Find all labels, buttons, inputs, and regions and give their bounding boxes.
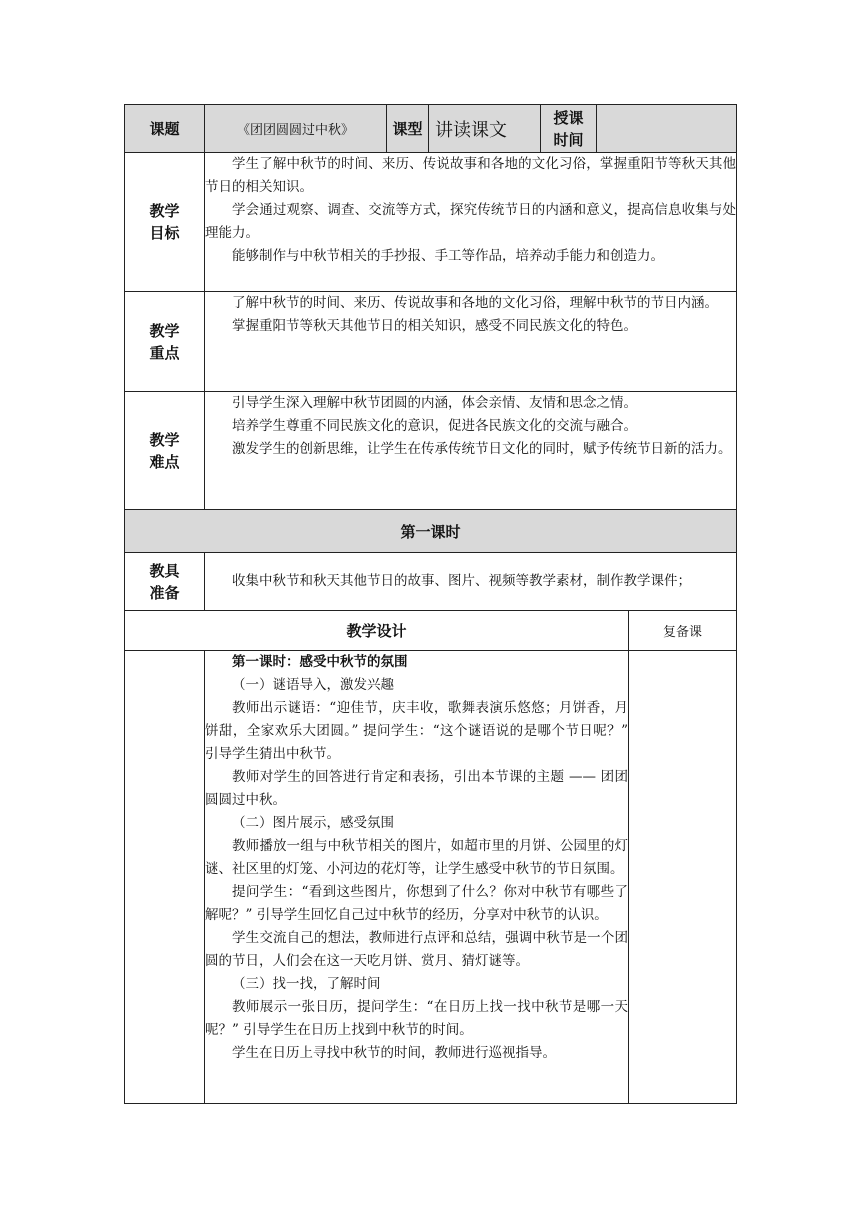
difficulties-content <box>205 392 737 510</box>
key-points-row <box>125 292 737 392</box>
difficulties-paragraph: 培养学生尊重不同民族文化的意识，促进各民族文化的交流与融合。 <box>232 418 637 434</box>
goals-paragraph: 能够制作与中秋节相关的手抄报、手工等作品，培养动手能力和创造力。 <box>232 248 664 264</box>
design-title: 第一课时：感受中秋节的氛围 <box>232 654 408 670</box>
difficulties-label-line1: 教学 <box>149 430 180 449</box>
header-row <box>125 105 737 153</box>
type-label: 课型 <box>387 105 429 153</box>
design-paragraph: （二）图片展示，感受氛围 <box>232 815 394 831</box>
design-paragraph: 提问学生：“看到这些图片，你想到了什么？你对中秋节有哪些了解呢？” 引导学生回忆自己过中秋节的经历，分享对中秋节的认识。 <box>205 884 628 923</box>
key-points-paragraph: 了解中秋节的时间、来历、传说故事和各地的文化习俗，理解中秋节的节日内涵。 <box>232 295 718 311</box>
time-label-line2: 时间 <box>553 130 584 149</box>
materials-text: 收集中秋节和秋天其他节日的故事、图片、视频等教学素材，制作教学课件； <box>232 573 691 589</box>
goals-row <box>125 153 737 292</box>
materials-label <box>125 553 205 611</box>
lesson-banner: 第一课时 <box>125 510 737 553</box>
goals-paragraph: 学生了解中秋节的时间、来历、传说故事和各地的文化习俗，掌握重阳节等秋天其他节日的相关知识。 <box>205 156 736 195</box>
difficulties-paragraph: 激发学生的创新思维，让学生在传承传统节日文化的同时，赋予传统节日新的活力。 <box>232 441 732 457</box>
difficulties-row <box>125 392 737 510</box>
materials-label-line1: 教具 <box>149 561 180 580</box>
design-paragraph: 学生在日历上寻找中秋节的时间，教师进行巡视指导。 <box>232 1045 556 1061</box>
design-paragraph: 教师展示一张日历，提问学生：“在日历上找一找中秋节是哪一天呢？” 引导学生在日历上找到中秋节的时间。 <box>205 999 628 1038</box>
difficulties-label-line2: 难点 <box>149 452 180 471</box>
design-body-row <box>125 651 737 1104</box>
design-left-blank <box>125 651 205 1104</box>
type-value: 讲读课文 <box>429 105 541 153</box>
time-label <box>541 105 597 153</box>
materials-row <box>125 553 737 611</box>
design-paragraph: 学生交流自己的想法，教师进行点评和总结，强调中秋节是一个团圆的节日，人们会在这一天吃月饼、赏月、猜灯谜等。 <box>205 930 628 969</box>
time-label-line1: 授课 <box>553 108 584 127</box>
design-paragraph: 教师播放一组与中秋节相关的图片，如超市里的月饼、公园里的灯谜、社区里的灯笼、小河边的花灯等，让学生感受中秋节的节日氛围。 <box>205 838 628 877</box>
key-points-label <box>125 292 205 392</box>
goals-paragraph: 学会通过观察、调查、交流等方式，探究传统节日的内涵和意义，提高信息收集与处理能力。 <box>205 202 736 241</box>
lesson-banner-row <box>125 510 737 553</box>
materials-content <box>205 553 737 611</box>
materials-label-line2: 准备 <box>149 583 180 602</box>
review-heading: 复备课 <box>629 611 737 651</box>
key-points-label-line1: 教学 <box>149 321 180 340</box>
design-paragraph: 教师出示谜语：“迎佳节，庆丰收，歌舞表演乐悠悠；月饼香，月饼甜，全家欢乐大团圆。” 提问学生：“这个谜语说的是哪个节日呢？” 引导学生猜出中秋节。 <box>205 700 628 762</box>
goals-label <box>125 153 205 292</box>
difficulties-label <box>125 392 205 510</box>
design-paragraph: （三）找一找，了解时间 <box>232 976 381 992</box>
key-points-content <box>205 292 737 392</box>
design-paragraph: 教师对学生的回答进行肯定和表扬，引出本节课的主题 —— 团团圆圆过中秋。 <box>205 769 628 808</box>
lesson-plan-table <box>124 104 737 1104</box>
topic-value: 《团团圆圆过中秋》 <box>205 105 387 153</box>
goals-content <box>205 153 737 292</box>
difficulties-paragraph: 引导学生深入理解中秋节团圆的内涵，体会亲情、友情和思念之情。 <box>232 395 637 411</box>
goals-label-line2: 目标 <box>149 224 180 242</box>
goals-label-line1: 教学 <box>149 202 180 220</box>
design-paragraph: （一）谜语导入，激发兴趣 <box>232 677 394 693</box>
topic-label: 课题 <box>125 105 205 153</box>
key-points-label-line2: 重点 <box>149 343 180 362</box>
key-points-paragraph: 掌握重阳节等秋天其他节日的相关知识，感受不同民族文化的特色。 <box>232 318 637 334</box>
design-heading: 教学设计 <box>125 611 629 651</box>
design-heading-row <box>125 611 737 651</box>
design-content <box>205 651 629 1104</box>
time-value <box>597 105 737 153</box>
review-notes <box>629 651 737 1104</box>
